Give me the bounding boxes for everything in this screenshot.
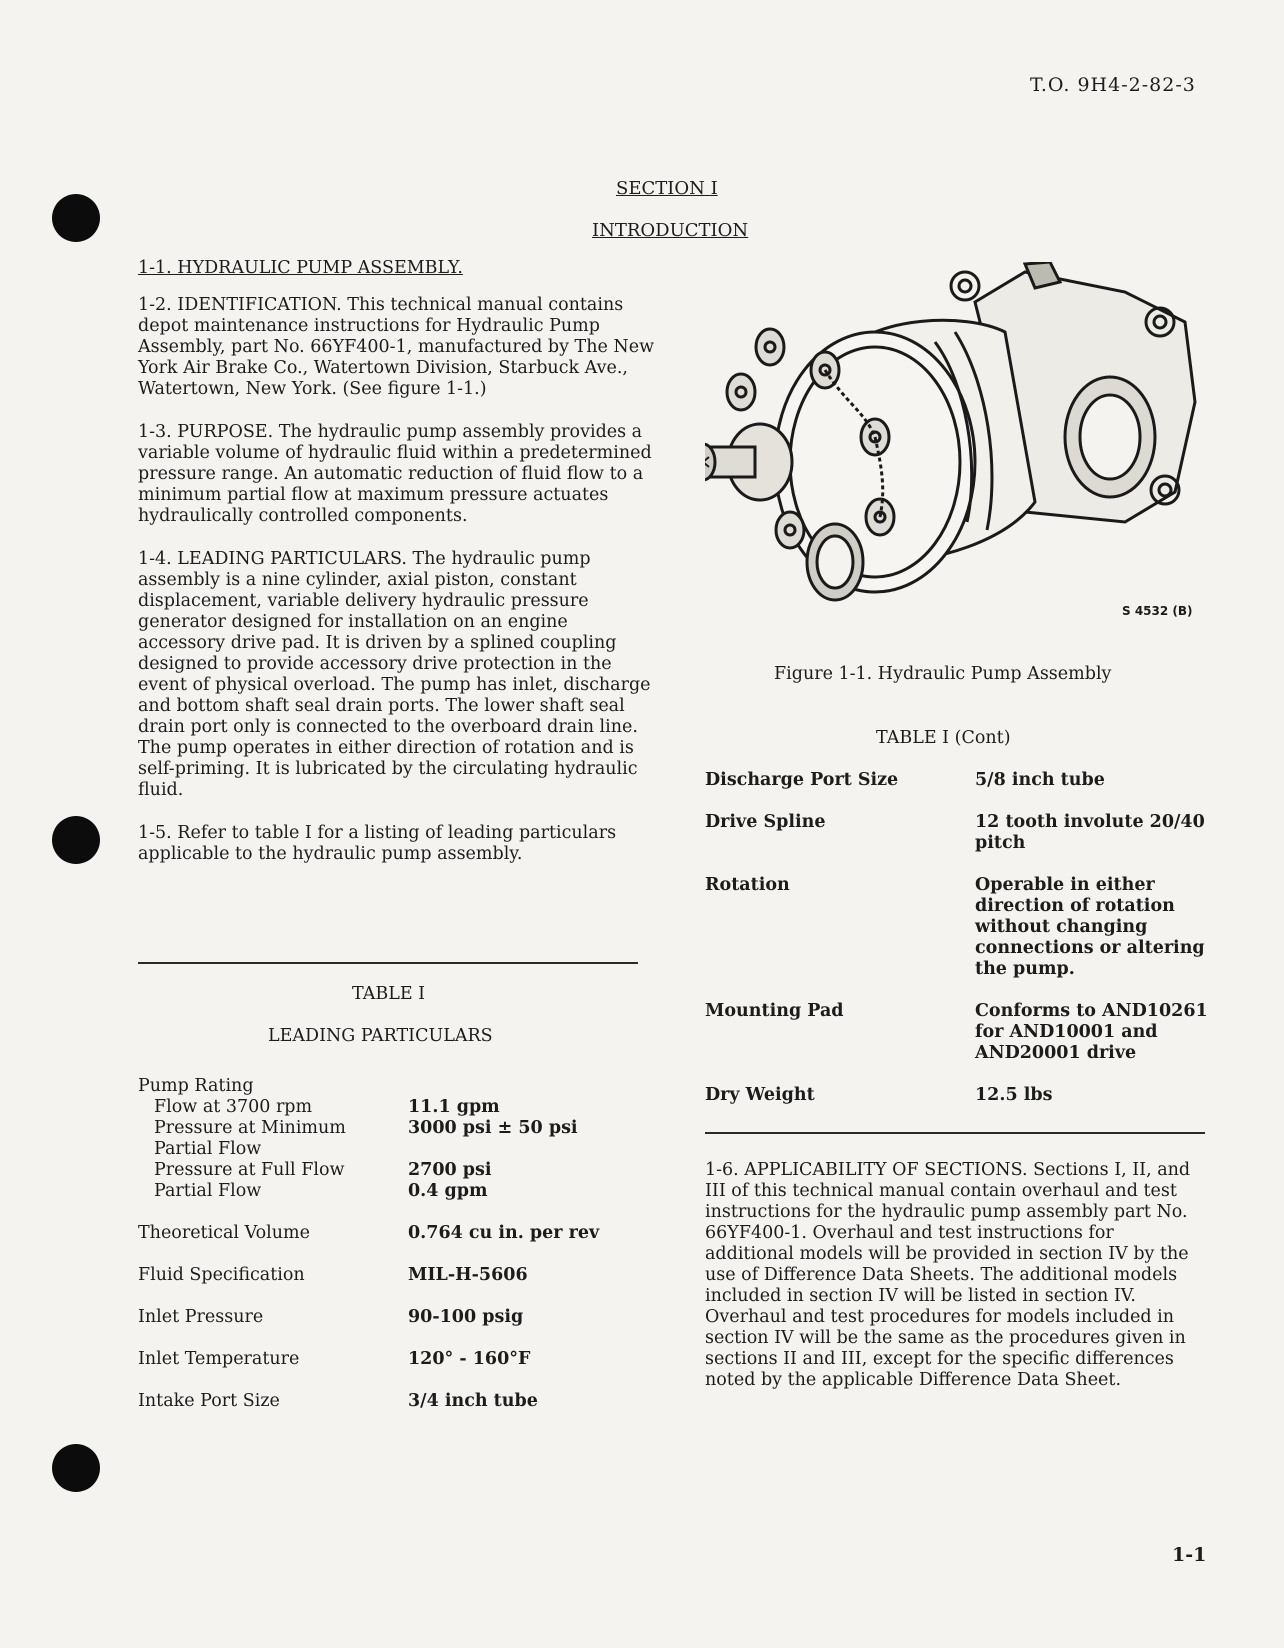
table-label: Pressure at Minimum [154, 1118, 346, 1138]
section-subtitle: INTRODUCTION [592, 220, 749, 241]
table-value: 0.764 cu in. per rev [408, 1223, 600, 1243]
table-label: Drive Spline [705, 812, 826, 832]
table-label: Mounting Pad [705, 1001, 844, 1021]
table-value: Operable in either direction of rotation without changing connections or altering the pump. [975, 875, 1205, 979]
section-title: SECTION I [616, 178, 718, 199]
table-value: 12 tooth involute 20/40 pitch [975, 812, 1205, 853]
table-row [138, 1391, 658, 1412]
left-column [138, 258, 658, 887]
table-row [705, 1085, 1215, 1106]
table-value: 120° - 160°F [408, 1349, 531, 1369]
page-number: 1-1 [1172, 1544, 1207, 1566]
table-label: Intake Port Size [138, 1391, 280, 1411]
paragraph-table-reference: 1-5. Refer to table I for a listing of leading particulars applicable to the hydraulic pump assembly. [138, 823, 617, 864]
table1-title: TABLE I [352, 984, 426, 1004]
figure-code: S 4532 (B) [1122, 604, 1193, 618]
table-value: 5/8 inch tube [975, 770, 1105, 790]
punch-hole-bottom [52, 1444, 100, 1492]
table-label: Theoretical Volume [138, 1223, 310, 1243]
table-label: Partial Flow [154, 1139, 262, 1159]
table-value: 3000 psi ± 50 psi [408, 1118, 578, 1138]
table-value: 11.1 gpm [408, 1097, 500, 1117]
table-value: 2700 psi [408, 1160, 492, 1180]
table-value: 12.5 lbs [975, 1085, 1053, 1105]
table1-leading-particulars [138, 1076, 658, 1433]
right-divider [705, 1132, 1205, 1134]
punch-hole-top [52, 194, 100, 242]
table-label: Partial Flow [154, 1181, 262, 1201]
figure-caption: Figure 1-1. Hydraulic Pump Assembly [774, 664, 1112, 684]
punch-hole-middle [52, 816, 100, 864]
table-row [138, 1181, 658, 1202]
table-label: Dry Weight [705, 1085, 815, 1105]
technical-order-number: T.O. 9H4-2-82-3 [1030, 74, 1196, 96]
table-row [138, 1307, 658, 1328]
table1-cont-title: TABLE I (Cont) [876, 728, 1011, 748]
hydraulic-pump-illustration [705, 262, 1205, 622]
heading-hydraulic-pump-assembly: 1-1. HYDRAULIC PUMP ASSEMBLY. [138, 258, 463, 278]
paragraph-leading-particulars: 1-4. LEADING PARTICULARS. The hydraulic pump assembly is a nine cylinder, axial piston, constant displacement, variable delivery hydraulic pressure generator designed for installation on an engine accessory drive pad. It is driven by a splined coupling designed to provide accessory drive protection in the event of physical overload. The pump has inlet, discharge and bottom shaft seal drain ports. The lower shaft seal drain port only is connected to the overboard drain line. The pump operates in either direction of rotation and is self-priming. It is lubricated by the circulating hydraulic fluid. [138, 549, 651, 800]
table-value: Conforms to AND10261 for AND10001 and AND20001 drive [975, 1001, 1208, 1063]
table-label: Inlet Temperature [138, 1349, 300, 1369]
table-label: Pump Rating [138, 1076, 254, 1096]
table-row [138, 1139, 658, 1160]
table-row [705, 1001, 1215, 1064]
paragraph-identification: 1-2. IDENTIFICATION. This technical manual contains depot maintenance instructions for Hydraulic Pump Assembly, part No. 66YF400-1, manufactured by The New York Air Brake Co., Watertown Division, Starbuck Ave., Watertown, New York. (See figure 1-1.) [138, 295, 655, 399]
table-label: Fluid Specification [138, 1265, 305, 1285]
table-label: Inlet Pressure [138, 1307, 264, 1327]
table-value: MIL-H-5606 [408, 1265, 528, 1285]
table-value: 90-100 psig [408, 1307, 524, 1327]
table-row [138, 1265, 658, 1286]
table-label: Rotation [705, 875, 790, 895]
table-row [138, 1349, 658, 1370]
table-label: Discharge Port Size [705, 770, 899, 790]
table1-subtitle: LEADING PARTICULARS [268, 1026, 493, 1046]
table-row [705, 812, 1215, 854]
paragraph-purpose: 1-3. PURPOSE. The hydraulic pump assembly provides a variable volume of hydraulic fluid within a predetermined pressure range. An automatic reduction of fluid flow to a minimum partial flow at maximum pressure actuates hydraulically controlled components. [138, 422, 652, 526]
table1-continued [705, 770, 1215, 1127]
table-value: 0.4 gpm [408, 1181, 488, 1201]
table-label: Pressure at Full Flow [154, 1160, 345, 1180]
left-divider [138, 962, 638, 964]
table-value: 3/4 inch tube [408, 1391, 538, 1411]
table-row [138, 1160, 658, 1181]
table-row [138, 1118, 658, 1139]
table-row [138, 1076, 658, 1097]
table-label: Flow at 3700 rpm [154, 1097, 313, 1117]
table-row [138, 1097, 658, 1118]
table-row [705, 875, 1215, 980]
paragraph-applicability: 1-6. APPLICABILITY OF SECTIONS. Sections I, II, and III of this technical manual contain overhaul and test instructions for the hydraulic pump assembly part No. 66YF400-1. Overhaul and test instructions for additional models will be provided in section IV by the use of Difference Data Sheets. The additional models included in section IV will be listed in section IV. Overhaul and test procedures for models included in section IV will be the same as the procedures given in sections II and III, except for the specific differences noted by the applicable Difference Data Sheet. [705, 1160, 1191, 1390]
table-row [705, 770, 1215, 791]
table-row [138, 1223, 658, 1244]
